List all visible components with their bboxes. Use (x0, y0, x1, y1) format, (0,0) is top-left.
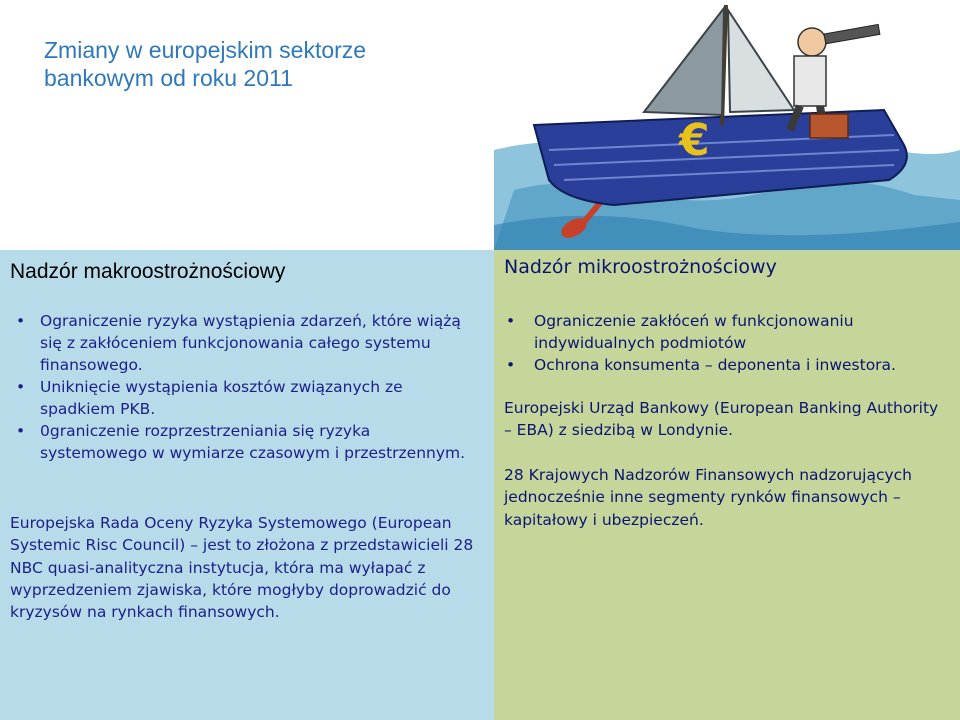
euro-boat-illustration (494, 0, 960, 250)
bullet-icon: • (16, 312, 26, 330)
telescope (824, 24, 880, 43)
sail (644, 8, 724, 115)
euro-symbol: € (679, 115, 710, 166)
micro-panel (494, 250, 960, 720)
man-head (798, 28, 826, 56)
list-item: • Ograniczenie ryzyka wystąpienia zdarzeń, które wiążą się z zakłóceniem funkcjonowania całego systemu finansowego. (16, 312, 461, 374)
bullet-icon: • (16, 378, 26, 396)
micro-list (506, 310, 946, 376)
national-supervisors-paragraph: 28 Krajowych Nadzorów Finansowych nadzorujących jednocześnie inne segmenty rynków finansowych – kapitałowy i ubezpieczeń. (504, 466, 913, 529)
esrb-paragraph: Europejska Rada Oceny Ryzyka Systemowego (European Systemic Risc Council) – jest to złożona z przedstawicieli 28 NBC quasi-analityczna instytucja, która ma wyłapać z wyprzedzeniem zjawiska, które mogłyby doprowadzić do kryzysów na rynkach finansowych. (10, 514, 474, 622)
macro-list (16, 310, 476, 464)
list-item: • Uniknięcie wystąpienia kosztów związanych ze spadkiem PKB. (16, 378, 403, 418)
macro-heading: Nadzór makroostrożnościowy (10, 260, 286, 283)
slide-title: Zmiany w europejskim sektorze bankowym od roku 2011 (44, 37, 367, 91)
bullet-icon: • (16, 422, 26, 440)
briefcase (810, 114, 848, 138)
man-body (794, 56, 826, 106)
list-item: • Ograniczenie zakłóceń w funkcjonowaniu indywidualnych podmiotów (506, 312, 854, 352)
macro-panel (0, 250, 494, 720)
bullet-icon: • (506, 312, 516, 330)
eba-paragraph: Europejski Urząd Bankowy (European Banking Authority – EBA) z siedzibą w Londynie. (504, 399, 939, 440)
list-item: • Ochrona konsumenta – deponenta i inwestora. (506, 356, 896, 374)
list-item: • 0graniczenie rozprzestrzeniania się ryzyka systemowego w wymiarze czasowym i przestrzennym. (16, 422, 466, 462)
bullet-icon: • (506, 356, 516, 374)
micro-heading: Nadzór mikroostrożnościowy (504, 256, 777, 278)
